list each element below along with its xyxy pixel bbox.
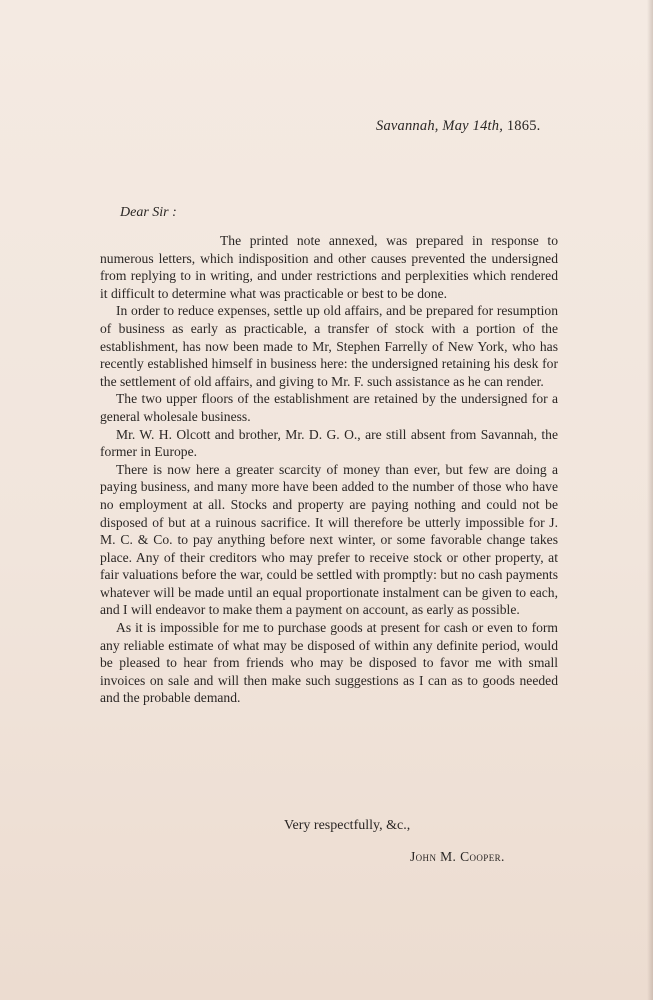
salutation: Dear Sir : — [120, 205, 177, 220]
paragraph-4: Mr. W. H. Olcott and brother, Mr. D. G. O., are still absent from Savannah, the former in Europe. — [100, 426, 558, 460]
paper-edge-shadow — [647, 0, 653, 1000]
date-place: Savannah, May 14th, — [376, 118, 504, 134]
paragraph-5: There is now here a greater scarcity of money than ever, but few are doing a paying business, and many more have been added to the number of those who have no employment at all. Stocks and property are paying nothing and could not be disposed of but at a ruinous sacrifice. It will therefore be utterly impossible for J. M. C. & Co. to pay anything before next winter, or some favorable change takes place. Any of their creditors who may prefer to receive stock or other property, at fair valuations before the war, could be settled with promptly: but no cash payments whatever will be made until an equal proportionate instalment can be given to each, and I will endeavor to make them a payment on account, as early as possible. — [100, 461, 558, 618]
paragraph-6: As it is impossible for me to purchase goods at present for cash or even to form any reliable estimate of what may be disposed of within any definite period, would be pleased to hear from friends who may be disposed to favor me with small invoices on sale and will then make such suggestions as I can as to goods needed and the probable demand. — [100, 620, 558, 706]
signature: John M. Cooper. — [410, 849, 505, 864]
paragraph-2: In order to reduce expenses, settle up old affairs, and be prepared for resumption of business as early as practicable, a transfer of stock with a portion of the establishment, has now been made to Mr, Stephen Farrelly of New York, who has recently established himself in business here: the undersigned retaining his desk for the settlement of old affairs, and giving to Mr. F. such assistance as he can render. — [100, 303, 558, 389]
dateline — [376, 118, 540, 135]
paragraph-1: The printed note annexed, was prepared in response to numerous letters, which indisposition and other causes prevented the undersigned from replying to in writing, and under restrictions and perplexities which rendered it difficult to determine what was practicable or best to be done. — [100, 233, 558, 301]
paragraph-3: The two upper floors of the establishment are retained by the undersigned for a general wholesale business. — [100, 391, 558, 424]
closing: Very respectfully, &c., — [284, 818, 411, 833]
letter-body — [100, 232, 558, 707]
date-year: 1865. — [506, 118, 541, 134]
